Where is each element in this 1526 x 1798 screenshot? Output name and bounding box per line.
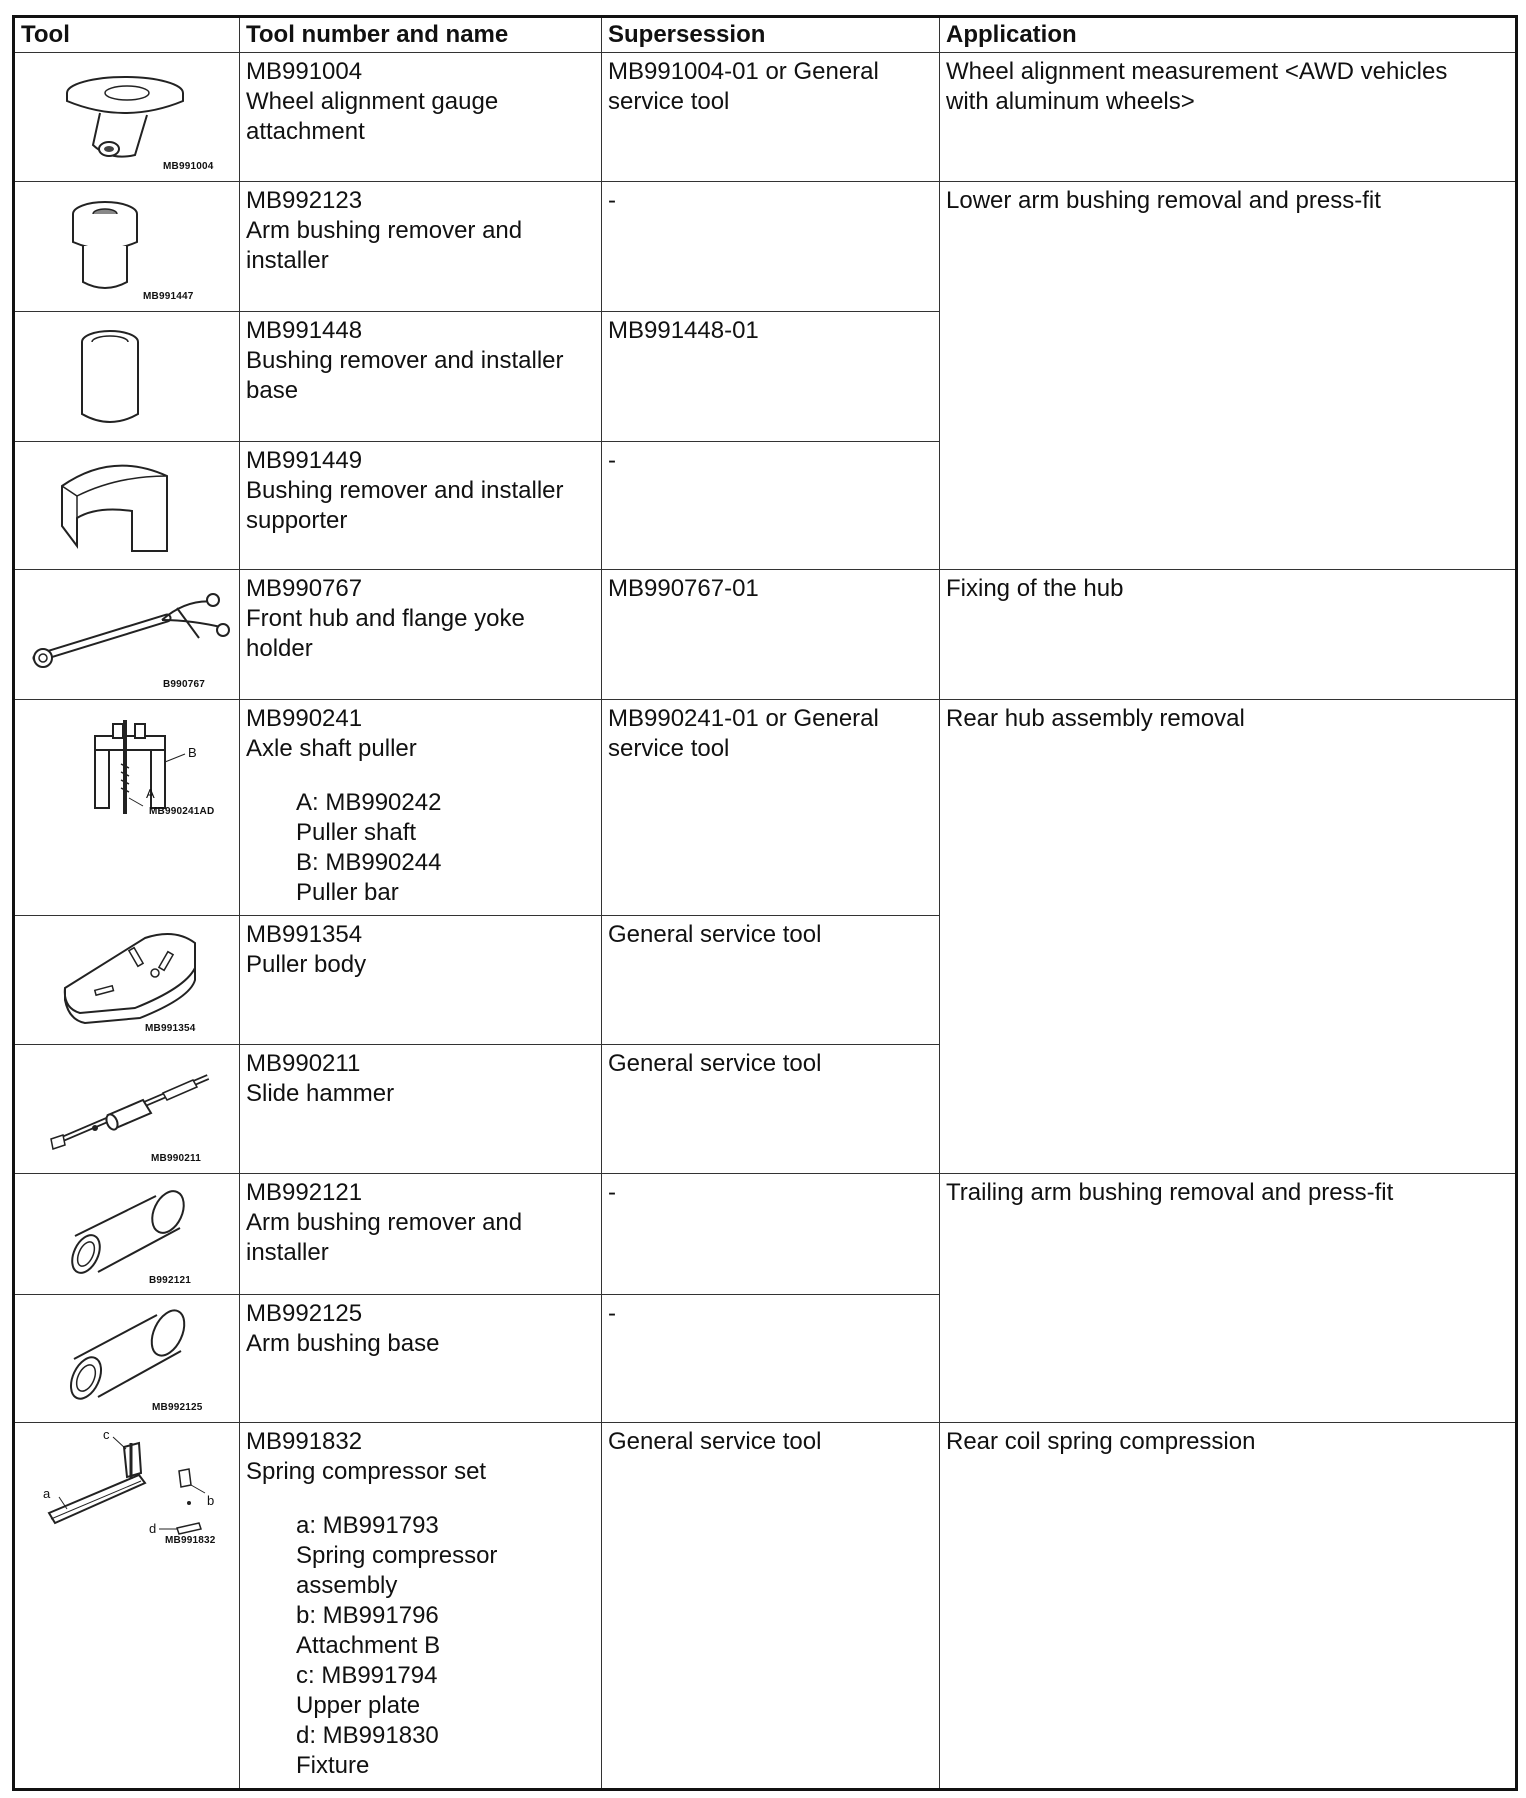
tool-name-line: Slide hammer xyxy=(246,1079,395,1107)
table-row xyxy=(14,182,1517,311)
installer-base-image xyxy=(75,324,165,434)
supersession-line: - xyxy=(608,1179,616,1207)
tool-number-name-cell xyxy=(240,1422,602,1789)
supersession-cell xyxy=(602,53,940,182)
tool-name-line: installer xyxy=(246,247,329,275)
image-tag: MB991004 xyxy=(163,161,214,172)
application-cell xyxy=(940,182,1517,570)
tool-number: MB990211 xyxy=(246,1049,361,1077)
table-row xyxy=(14,1174,1517,1295)
image-tag: B992121 xyxy=(149,1275,191,1287)
application-cell xyxy=(940,570,1517,699)
application-cell xyxy=(940,53,1517,182)
application-line: Wheel alignment measurement <AWD vehicles xyxy=(946,58,1448,85)
tool-name-line: Bushing remover and installer xyxy=(246,477,564,505)
image-tag: MB991447 xyxy=(143,291,194,303)
tool-name-line: Arm bushing remover and xyxy=(246,1209,523,1237)
supersession-line: - xyxy=(608,1300,616,1328)
image-tag: MB991354 xyxy=(145,1023,196,1035)
image-label-b: b xyxy=(207,1492,215,1508)
supersession-line: service tool xyxy=(608,734,730,762)
supersession-cell xyxy=(602,182,940,311)
application-line: Fixing of the hub xyxy=(946,575,1124,603)
tool-name-line: Arm bushing base xyxy=(246,1330,440,1358)
supersession-cell xyxy=(602,311,940,441)
tool-number: MB992121 xyxy=(246,1179,363,1207)
sub-item: A: MB990242 xyxy=(296,788,442,816)
image-tag: MB990211 xyxy=(151,1152,201,1164)
table-row xyxy=(14,570,1517,699)
sub-item: b: MB991796 xyxy=(296,1601,439,1629)
tool-number-name-cell xyxy=(240,442,602,570)
application-cell xyxy=(940,699,1517,1173)
table-row xyxy=(14,53,1517,182)
supersession-line: service tool xyxy=(608,88,730,115)
supersession-cell xyxy=(602,1295,940,1422)
sub-item: Spring compressor xyxy=(296,1541,498,1569)
tool-name-line: Front hub and flange yoke xyxy=(246,605,525,633)
tool-number-name-cell xyxy=(240,182,602,311)
tool-number-name-cell xyxy=(240,1174,602,1295)
image-tag: MB990241AD xyxy=(149,805,215,817)
tool-number: MB990767 xyxy=(246,575,363,603)
supersession-line: MB990767-01 xyxy=(608,575,759,603)
image-label-b: B xyxy=(188,744,197,760)
image-label-a: A xyxy=(146,785,155,801)
table-row xyxy=(14,699,1517,916)
supersession-line: General service tool xyxy=(608,1427,822,1455)
tool-number: MB990241 xyxy=(246,704,363,732)
tool-number-name-cell xyxy=(240,1044,602,1173)
tool-name-line: base xyxy=(246,376,299,404)
sub-items xyxy=(246,788,595,908)
tool-number: MB992123 xyxy=(246,187,363,215)
col-header-tool-number-name: Tool number and name xyxy=(240,17,602,53)
supersession-line: MB991448-01 xyxy=(608,316,759,344)
supersession-cell xyxy=(602,1422,940,1789)
supersession-line: General service tool xyxy=(608,921,822,949)
tool-image-cell xyxy=(14,311,240,441)
tool-image-cell xyxy=(14,442,240,570)
application-line: Trailing arm bushing removal and press-fit xyxy=(946,1179,1394,1207)
sub-item: B: MB990244 xyxy=(296,848,442,876)
trailing-arm-remover-image xyxy=(60,1184,200,1284)
tool-image-cell xyxy=(14,1295,240,1422)
tool-name-line: Puller body xyxy=(246,951,367,979)
tool-number: MB991449 xyxy=(246,447,363,475)
tool-number-name-cell xyxy=(240,916,602,1044)
tool-name-line: Bushing remover and installer xyxy=(246,346,564,374)
tool-image-cell xyxy=(14,1174,240,1295)
col-header-application: Application xyxy=(940,17,1517,53)
table-row xyxy=(14,1422,1517,1789)
tool-image-cell xyxy=(14,570,240,699)
supersession-cell xyxy=(602,442,940,570)
tool-number: MB991354 xyxy=(246,921,363,949)
col-header-tool: Tool xyxy=(14,17,240,53)
bushing-remover-image xyxy=(65,194,185,299)
tool-image-cell xyxy=(14,1422,240,1789)
supersession-line: MB990241-01 or General xyxy=(608,704,879,732)
supersession-line: General service tool xyxy=(608,1049,822,1077)
tool-image-cell xyxy=(14,699,240,916)
tool-name-line: Wheel alignment gauge xyxy=(246,88,499,115)
tool-number-name-cell xyxy=(240,53,602,182)
installer-supporter-image xyxy=(57,456,177,566)
col-header-supersession: Supersession xyxy=(602,17,940,53)
tool-name-line: attachment xyxy=(246,118,365,145)
tool-image-cell xyxy=(14,182,240,311)
supersession-line: - xyxy=(608,187,616,215)
supersession-line: MB991004-01 or General xyxy=(608,58,879,85)
tool-name-line: holder xyxy=(246,635,313,663)
image-label-c: c xyxy=(103,1426,110,1442)
supersession-line: - xyxy=(608,447,616,475)
image-tag: MB991832 xyxy=(165,1534,216,1546)
tool-number-name-cell xyxy=(240,570,602,699)
tool-number: MB991832 xyxy=(246,1427,363,1455)
sub-items xyxy=(246,1511,595,1781)
sub-item: Fixture xyxy=(296,1751,370,1779)
supersession-cell xyxy=(602,916,940,1044)
tool-name-line: installer xyxy=(246,1239,329,1267)
tool-image-cell xyxy=(14,1044,240,1173)
sub-item: c: MB991794 xyxy=(296,1661,438,1689)
tool-image-cell xyxy=(14,53,240,182)
supersession-cell xyxy=(602,1174,940,1295)
hub-holder-image xyxy=(27,588,232,678)
tool-image-cell xyxy=(14,916,240,1044)
tool-name-line: Axle shaft puller xyxy=(246,734,417,762)
tool-number: MB991004 xyxy=(246,58,363,85)
sub-item: assembly xyxy=(296,1571,398,1599)
tool-number-name-cell xyxy=(240,1295,602,1422)
image-tag: B990767 xyxy=(163,679,205,691)
tool-number-name-cell xyxy=(240,311,602,441)
sub-item: a: MB991793 xyxy=(296,1511,439,1539)
application-line: Lower arm bushing removal and press-fit xyxy=(946,187,1381,215)
application-line: Rear hub assembly removal xyxy=(946,704,1245,732)
sub-item: Upper plate xyxy=(296,1691,421,1719)
tool-number: MB992125 xyxy=(246,1300,363,1328)
slide-hammer-image xyxy=(43,1065,223,1155)
tool-name-line: Spring compressor set xyxy=(246,1457,487,1485)
application-cell xyxy=(940,1422,1517,1789)
image-tag: MB992125 xyxy=(152,1402,203,1414)
tool-name-line: supporter xyxy=(246,507,348,535)
tool-number: MB991448 xyxy=(246,316,363,344)
supersession-cell xyxy=(602,570,940,699)
application-cell xyxy=(940,1174,1517,1423)
sub-item: d: MB991830 xyxy=(296,1721,439,1749)
tool-number-name-cell xyxy=(240,699,602,916)
image-label-a: a xyxy=(43,1485,51,1501)
sub-item: Attachment B xyxy=(296,1631,441,1659)
supersession-cell xyxy=(602,1044,940,1173)
special-tools-table xyxy=(12,15,1518,1791)
puller-body-image xyxy=(55,928,225,1028)
supersession-cell xyxy=(602,699,940,916)
application-line: Rear coil spring compression xyxy=(946,1427,1256,1455)
tool-name-line: Arm bushing remover and xyxy=(246,217,523,245)
gauge-attachment-image xyxy=(55,63,205,163)
arm-bushing-base-image xyxy=(60,1305,200,1410)
sub-item: Puller bar xyxy=(296,878,399,906)
image-label-d: d xyxy=(149,1520,157,1536)
header-row xyxy=(14,17,1517,53)
sub-item: Puller shaft xyxy=(296,818,417,846)
application-line: with aluminum wheels> xyxy=(946,88,1195,115)
